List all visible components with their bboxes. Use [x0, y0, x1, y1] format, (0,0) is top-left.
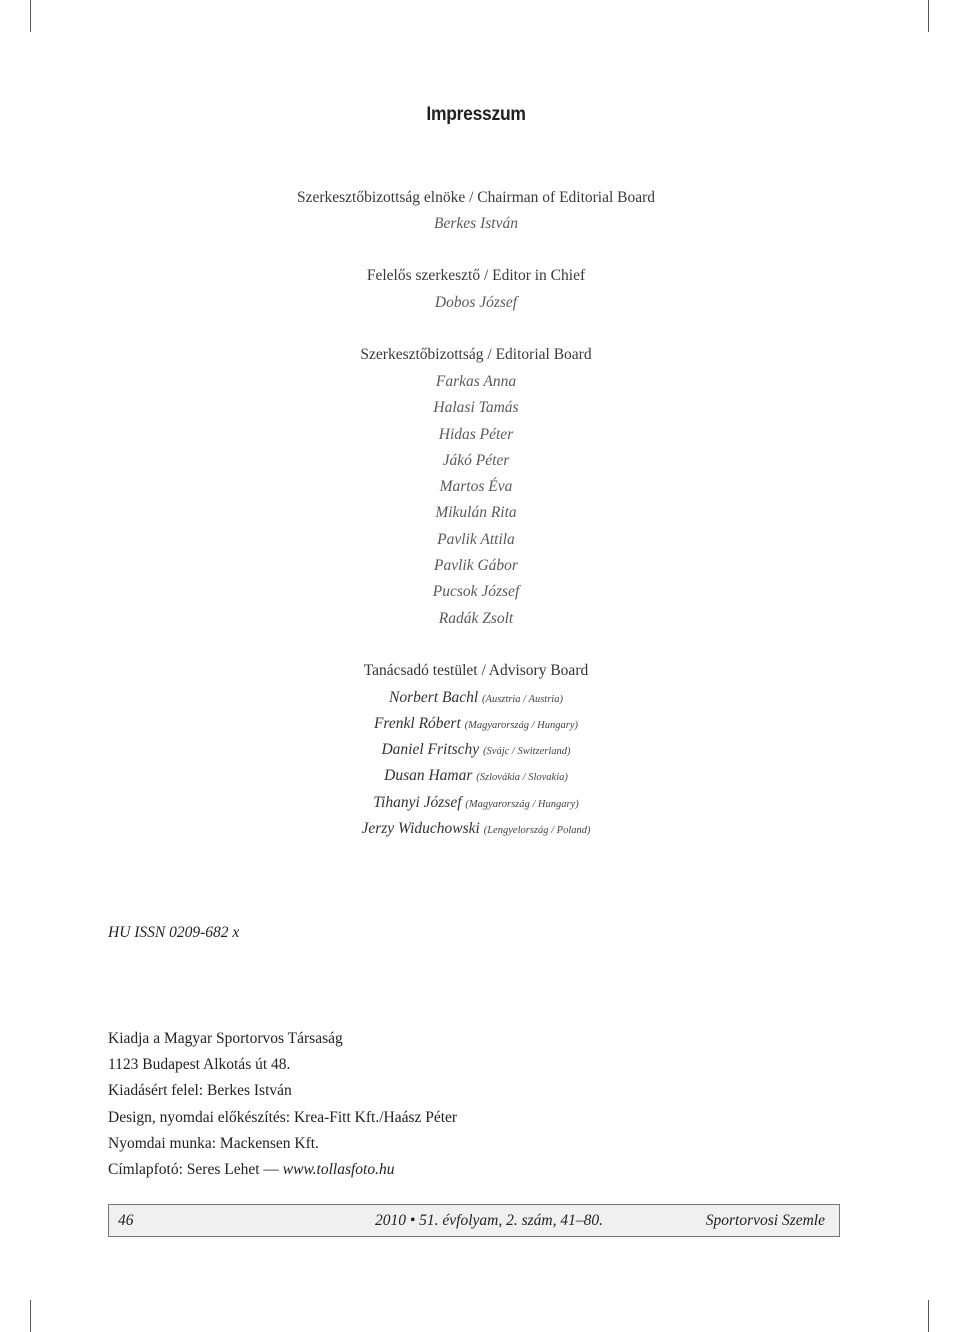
crop-mark-bottom-right	[928, 1300, 929, 1332]
advisory-member	[0, 820, 952, 838]
chairman-heading: Szerkesztőbizottság elnöke / Chairman of Editorial Board	[296, 189, 656, 206]
crop-mark-top-right	[928, 0, 929, 32]
advisory-member-name: Daniel Fritschy	[381, 741, 480, 758]
printing-credit: Nyomdai munka: Mackensen Kft.	[108, 1135, 319, 1152]
editor-in-chief-name: Dobos József	[434, 294, 518, 311]
chairman-name: Berkes István	[434, 215, 518, 232]
issn: HU ISSN 0209-682 x	[108, 924, 240, 941]
advisory-member-country: (Szlovákia / Slovakia)	[476, 772, 568, 783]
advisory-member	[0, 715, 952, 733]
advisory-member-country: (Magyarország / Hungary)	[465, 799, 579, 810]
advisory-member-country: (Ausztria / Austria)	[482, 694, 563, 705]
editorial-board-member: Pavlik Attila	[437, 531, 515, 548]
crop-mark-bottom-left	[30, 1300, 31, 1332]
publisher-line: Kiadja a Magyar Sportorvos Társaság	[108, 1030, 343, 1047]
advisory-member-name: Dusan Hamar	[384, 767, 473, 784]
advisory-member-name: Frenkl Róbert	[373, 715, 461, 732]
cover-photo-label: Címlapfotó: Seres Lehet —	[108, 1161, 279, 1178]
advisory-member-country: (Magyarország / Hungary)	[464, 720, 579, 731]
advisory-member	[0, 794, 952, 812]
cover-photo-credit	[108, 1161, 394, 1179]
advisory-member-name: Jerzy Widuchowski	[361, 820, 480, 837]
issue-info: 2010 • 51. évfolyam, 2. szám, 41–80.	[375, 1212, 604, 1229]
editorial-board-heading: Szerkesztőbizottság / Editorial Board	[360, 346, 592, 363]
journal-name: Sportorvosi Szemle	[705, 1212, 825, 1229]
footer-bar	[108, 1204, 840, 1237]
editorial-board-member: Halasi Tamás	[433, 399, 519, 416]
editorial-board-member: Pavlik Gábor	[434, 557, 518, 574]
advisory-member-name: Norbert Bachl	[389, 689, 479, 706]
editorial-board-member: Mikulán Rita	[435, 504, 517, 521]
advisory-member	[0, 689, 952, 707]
page-title: Impresszum	[426, 104, 526, 125]
cover-photo-url: www.tollasfoto.hu	[282, 1161, 395, 1178]
advisory-member	[0, 767, 952, 785]
editorial-board-member: Radák Zsolt	[438, 610, 514, 627]
editorial-board-member: Martos Éva	[439, 478, 513, 495]
editorial-board-member: Farkas Anna	[435, 373, 517, 390]
advisory-member	[0, 741, 952, 759]
page-number: 46	[118, 1212, 134, 1229]
advisory-member-name: Tihanyi József	[373, 794, 462, 811]
editorial-board-member: Jákó Péter	[442, 452, 510, 469]
publisher-address: 1123 Budapest Alkotás út 48.	[108, 1056, 291, 1073]
editorial-board-member: Hidas Péter	[438, 426, 514, 443]
advisory-member-country: (Svájc / Switzerland)	[483, 746, 571, 757]
crop-mark-top-left	[30, 0, 31, 32]
publisher-responsible: Kiadásért felel: Berkes István	[108, 1082, 292, 1099]
design-credit: Design, nyomdai előkészítés: Krea-Fitt Kft./Haász Péter	[108, 1109, 458, 1126]
editorial-board-member: Pucsok József	[432, 583, 520, 600]
advisory-member-country: (Lengyelország / Poland)	[483, 825, 591, 836]
advisory-board-heading: Tanácsadó testület / Advisory Board	[363, 662, 589, 679]
editor-in-chief-heading: Felelős szerkesztő / Editor in Chief	[366, 267, 586, 284]
